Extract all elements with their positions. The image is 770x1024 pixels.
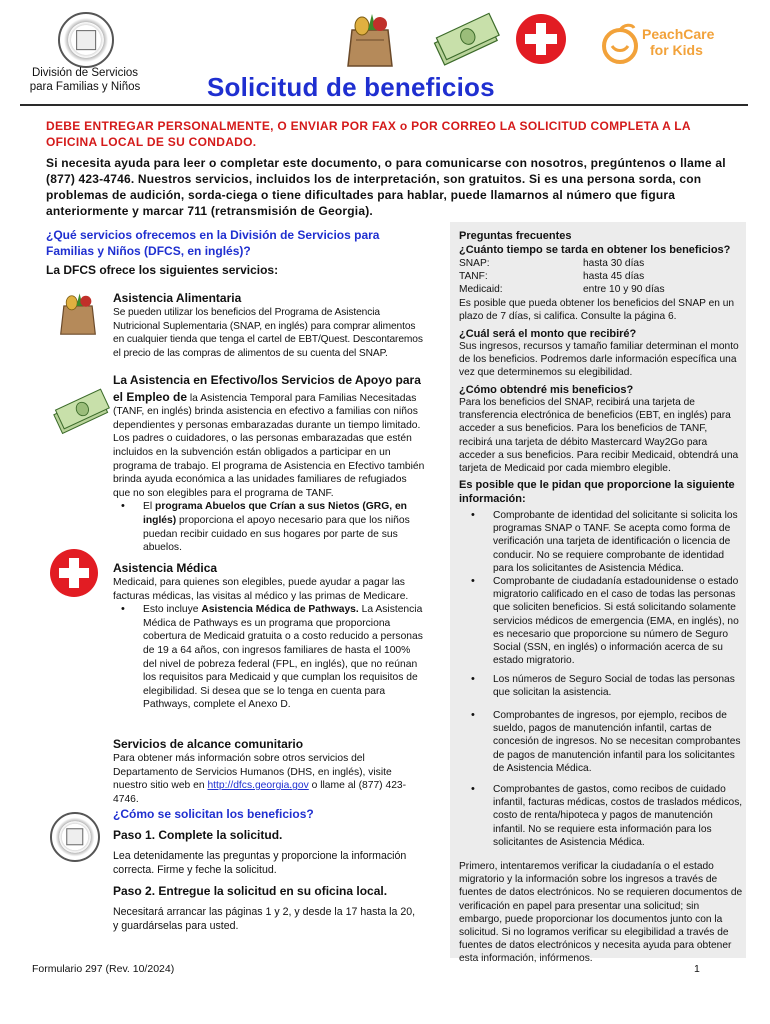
medical-cross-icon: [516, 14, 566, 64]
money-small-icon: [50, 388, 110, 436]
processing-times-list: [459, 257, 739, 297]
faq-amount-answer: Sus ingresos, recursos y tamaño familiar determinan el monto de los beneficios. Podremos darle información específica una vez que determinemos su elegibilidad.: [459, 341, 739, 379]
info-item-ssn: [459, 673, 743, 709]
outreach-title: Servicios de alcance comunitario: [113, 737, 304, 751]
peachcare-line-2: for Kids: [650, 42, 703, 58]
info-item-text: Comprobante de ciudadanía estadounidense o estado migratorio calificado en el caso de todas las personas que soliciten beneficios. Si está solicitando solamente servicios médicos de emergencia (EMA, en inglés), no es necesario que proporcione su número de Seguro Social (SSN, en inglés) o información acerca de su estado migratorio.: [493, 576, 739, 667]
info-item-expenses: [459, 783, 743, 853]
pathways-bullet: [113, 603, 425, 712]
info-item-text: Comprobante de identidad del solicitante si solicita los programas SNAP o TANF. Se acepta como forma de verificación una tarjeta de identificación o licencia de conducir. No se requiere comprobante de identidad para los solicitantes de Asistencia Médica.: [493, 510, 738, 574]
pathways-bullet-lead: Esto incluye: [143, 604, 202, 616]
grg-bullet: [113, 500, 425, 554]
grocery-bag-small-icon: [56, 290, 100, 336]
processing-time-tanf: [459, 270, 739, 283]
georgia-seal-small-logo: [50, 812, 100, 862]
medical-assistance-title: Asistencia Médica: [113, 561, 218, 575]
required-info-list: [459, 509, 743, 853]
medical-assistance-block: [113, 576, 425, 712]
time-label: SNAP:: [459, 258, 490, 269]
bullet-dot: •: [471, 509, 475, 521]
department-label: [20, 66, 150, 94]
dfcs-website-link[interactable]: http://dfcs.georgia.gov: [207, 780, 309, 792]
verification-note: Primero, intentaremos verificar la ciudadanía o el estado migratorio y la información sobre los ingresos a través de fuentes de datos electrónicos. No se requieren documentos de verificación en papel para presentar una solicitud; sin embargo, puede proporcionar los documentos junto con la solicitud. Si no logramos verificar su elegibilidad a través de fuentes de datos electrónicos y necesita ayuda para obtener esta información, infórmenos.: [459, 861, 743, 965]
peach-icon: [598, 22, 642, 66]
processing-time-medicaid: [459, 283, 739, 296]
faq-title: Preguntas frecuentes: [459, 230, 572, 242]
medical-cross-small-icon: [50, 549, 98, 597]
time-value: entre 10 y 90 días: [583, 284, 665, 296]
department-line-2: para Familias y Niños: [29, 81, 141, 93]
money-icon: [430, 12, 500, 68]
bullet-dot: •: [471, 575, 475, 587]
food-assistance-title: Asistencia Alimentaria: [113, 291, 242, 305]
page-number: 1: [694, 963, 700, 975]
peachcare-line-1: PeachCare: [642, 26, 715, 42]
cash-assistance-block: [113, 372, 425, 555]
pathways-program-name: Asistencia Médica de Pathways.: [201, 604, 359, 616]
step-2-body: Necesitará arrancar las páginas 1 y 2, y desde la 17 hasta la 20, y guardárselas para usted.: [113, 906, 416, 932]
outreach-text: Para obtener más información sobre otros servicios del Departamento de Servicios Humanos (DHS, en inglés), visite nuestro sitio web en: [113, 753, 392, 792]
bullet-dot: •: [121, 500, 125, 513]
form-number: Formulario 297 (Rev. 10/2024): [32, 963, 175, 975]
bullet-dot: •: [471, 783, 475, 795]
step-1-title: Paso 1. Complete la solicitud.: [113, 828, 283, 842]
bullet-dot: •: [121, 603, 125, 616]
time-value: hasta 45 días: [583, 271, 645, 283]
pathways-bullet-tail: La Asistencia Médica de Pathways es un programa que proporciona cobertura de Medicaid gratuita o a costo reducido a personas de 19 a 64 años, con ingresos familiares de hasta el 100% del nivel de pobreza federal (FPL, en inglés), que no reúnan los requisitos para Medicaid y que cumplan los requisitos de elegibilidad. Si desea que se lo tenga en cuenta para Pathways, complete el Anexo D.: [143, 604, 423, 711]
info-item-text: Comprobantes de ingresos, por ejemplo, recibos de sueldo, pagos de manutención infantil, cartas de concesión de ingresos. No se necesitan comprobantes de pagos de manutención infantil para los solicitantes de Asistencia Médica.: [493, 710, 741, 774]
services-question: ¿Qué servicios ofrecemos en la División de Servicios para Familias y Niños (DFCS, en inglés)?: [46, 228, 380, 258]
time-label: TANF:: [459, 271, 488, 283]
processing-time-snap: [459, 257, 739, 270]
food-assistance-body: Se pueden utilizar los beneficios del Programa de Asistencia Nutricional Suplementaria (SNAP, en inglés) para comprar alimentos en cualquier tienda que tenga el cartel de EBT/Quest. Descontaremos el precio de las compras de alimentos de su cuenta del SNAP.: [113, 307, 423, 359]
faq-time-question: ¿Cuánto tiempo se tarda en obtener los beneficios?: [459, 244, 731, 256]
time-label: Medicaid:: [459, 284, 503, 296]
step-1-body: Lea detenidamente las preguntas y proporcione la información correcta. Firme y feche la solicitud.: [113, 850, 407, 876]
bullet-dot: •: [471, 709, 475, 721]
info-item-text: Los números de Seguro Social de todas las personas que solicitan la asistencia.: [493, 674, 735, 699]
cash-assistance-body: la Asistencia Temporal para Familias Necesitadas (TANF, en inglés) brinda asistencia en efectivo a familias con niños dependientes y personas embarazadas durante un tiempo limitado. Los padres o cuidadores, o las personas embarazadas que estén incluidos en la subvención están obligados a participar en un programa de trabajo. El programa de Asistencia en Efectivo también brinda ayuda económica a las unidades familiares de refugiados que no son elegibles para el programa de TANF.: [113, 392, 425, 499]
submission-notice: DEBE ENTREGAR PERSONALMENTE, O ENVIAR POR FAX o POR CORREO LA SOLICITUD COMPLETA A LA OFICINA LOCAL DE SU CONDADO.: [46, 119, 691, 149]
snap-expedited-note: Es posible que pueda obtener los beneficios del SNAP en un plazo de 7 días, si califica. Consulte la página 6.: [459, 298, 735, 323]
medical-assistance-body: Medicaid, para quienes son elegibles, puede ayudar a pagar las facturas médicas, las visitas al médico y las primas de Medicare.: [113, 577, 409, 602]
grg-program-name: programa Abuelos que Crían a sus Nietos (GRG, en inglés): [143, 501, 407, 526]
faq-get-question: ¿Cómo obtendré mis beneficios?: [459, 384, 634, 396]
page-title: Solicitud de beneficios: [207, 72, 495, 102]
info-item-identity: [459, 509, 743, 575]
bullet-dot: •: [471, 673, 475, 685]
georgia-seal-logo: [58, 12, 114, 68]
how-to-apply-question: ¿Cómo se solicitan los beneficios?: [113, 807, 314, 821]
info-item-income: [459, 709, 743, 783]
step-2-title: Paso 2. Entregue la solicitud en su oficina local.: [113, 884, 388, 898]
faq-get-answer: Para los beneficios del SNAP, recibirá una tarjeta de transferencia electrónica de beneficios (EBT, en inglés) para acceder a sus beneficios. Para los beneficios de TANF, recibirá una tarjeta de débito Mastercard Way2Go para acceder a sus beneficios. Para recibir Medicaid, obtendrá una tarjeta de Medicaid por cada miembro elegible.: [459, 397, 739, 475]
header-divider: [20, 104, 748, 106]
services-offered-label: La DFCS ofrece los siguientes servicios:: [46, 263, 279, 277]
peachcare-logo: [598, 22, 748, 70]
grocery-bag-icon: [342, 10, 398, 68]
info-item-text: Comprobantes de gastos, como recibos de cuidado infantil, facturas médicas, costos de traslados médicos, costo de renta/hipoteca y pagos de manutención infantil. No se requiere esta información para los solicitantes de Asistencia Médica.: [493, 784, 743, 848]
outreach-body: [113, 752, 425, 806]
faq-info-question: Es posible que le pidan que proporcione la siguiente información:: [459, 479, 735, 505]
info-item-citizenship: [459, 575, 743, 673]
grg-bullet-tail: proporciona el apoyo necesario para que los niños puedan recibir cuidado en sus hogares por parte de sus abuelos.: [143, 514, 410, 554]
faq-amount-question: ¿Cuál será el monto que recibiré?: [459, 328, 637, 340]
help-intro: Si necesita ayuda para leer o completar este documento, o para comunicarse con nosotros, pregúntenos o llame al (877) 423-4746. Nuestros servicios, incluidos los de interpretación, son gratuitos. Si es una persona sorda, con problemas de audición, sorda-ciega o tiene dificultades para hablar, puede llamarnos al número que figura anteriormente y marcar 711 (retransmisión de Georgia).: [46, 156, 726, 218]
outreach-phone: o llame al (877) 423-4746.: [113, 780, 407, 805]
department-line-1: División de Servicios: [31, 67, 139, 79]
time-value: hasta 30 días: [583, 258, 645, 269]
grg-bullet-lead: El: [143, 501, 156, 513]
cash-assistance-title: La Asistencia en Efectivo/los Servicios de Apoyo para el Empleo de: [113, 373, 421, 404]
